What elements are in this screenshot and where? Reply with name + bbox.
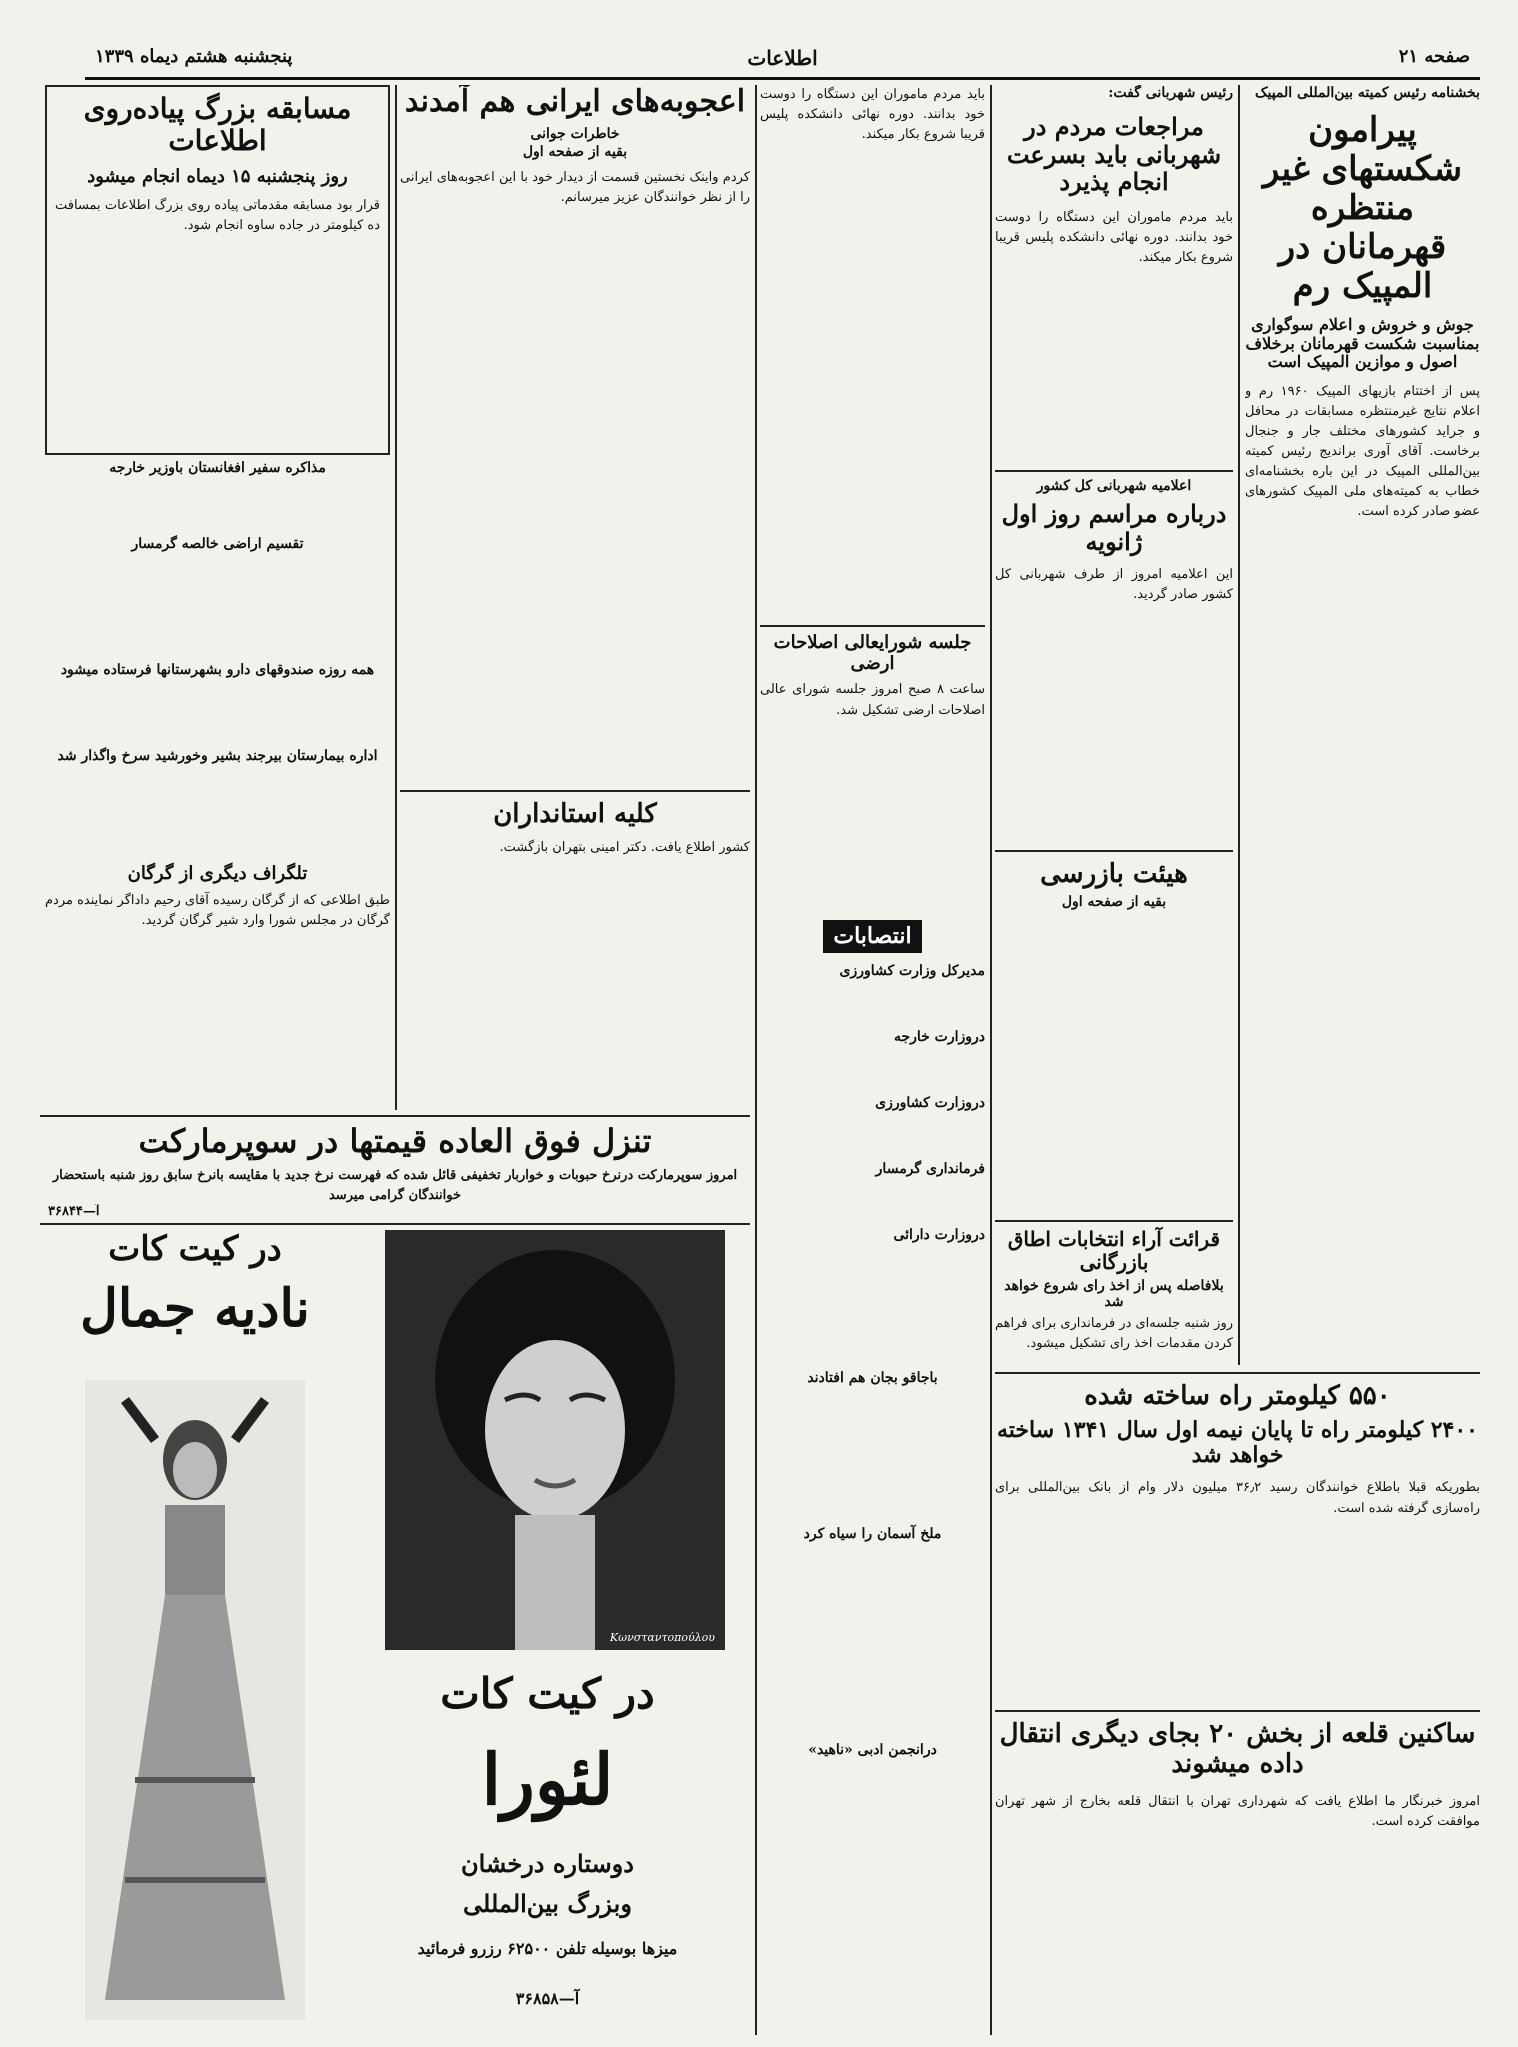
article-land-reform <box>760 625 985 805</box>
article-kicker: بخشنامه رئیس کمیته بین‌المللی المپیک <box>1254 85 1480 101</box>
article-continued: بقیه از صفحه اول <box>1061 893 1167 910</box>
column-rule <box>1238 85 1240 1365</box>
article-body: کشور اطلاع یافت. دکتر امینی بتهران بازگشت. <box>499 839 750 855</box>
ad-name: نادیه جمال <box>80 1278 310 1340</box>
dancer-photo <box>85 1380 305 2020</box>
article-headline: مراجعات مردم در شهربانی باید بسرعت انجام پذیرد <box>1006 112 1222 197</box>
ad-desc: دوستاره درخشان <box>461 1849 634 1878</box>
article-roads <box>995 1372 1480 1702</box>
article-prodigies <box>400 85 750 870</box>
article-headline: تلگراف دیگری از گرگان <box>127 863 308 884</box>
article-headline: هیئت بازرسی <box>1040 859 1188 889</box>
article-headline: قرائت آراء انتخابات اطاق بازرگانی <box>1007 1227 1221 1274</box>
appointment-item: دروزارت کشاورزی <box>875 1095 985 1112</box>
ad-code: آ—۳۶۸۴۴ <box>48 1204 100 1219</box>
article-headline: اعجوبه‌های ایرانی هم آمدند <box>404 85 746 119</box>
article-body: پس از اختتام بازیهای المپیک ۱۹۶۰ رم و اعلام نتایج غیرمنتظره مسابقات در محافل و جراید کشورهای مختلف جار و جنجال برخاست. آقای آوری براندیج رئیس کمیته بین‌المللی المپیک در این باره بخشنامه‌ای خطاب به کمیته‌های ملی المپیک کشورهای عضو صادر کرده است. <box>1245 383 1480 520</box>
appointment-item: مدیرکل وزارت کشاورزی <box>839 963 985 980</box>
singer-photo <box>385 1230 725 1650</box>
article-headline: مسابقه بزرگ پیاده‌روی اطلاعات <box>83 92 352 158</box>
article-headline: پیرامون شکستهای غیر منتظره قهرمانان در المپیک رم <box>1262 110 1463 307</box>
article-january <box>995 470 1233 770</box>
article-body: باید مردم ماموران این دستگاه را دوست خود بدانند. دوره نهائی دانشکده پلیس قریبا شروع بکار میکند. <box>995 209 1233 266</box>
ad-title: در کیت کات <box>108 1230 282 1269</box>
photo-caption: Κωνσταντοπούλου <box>609 1631 715 1644</box>
ad-desc: وبزرگ بین‌المللی <box>463 1889 632 1918</box>
article-subhead: جوش و خروش و اعلام سوگواری بمناسبت شکست قهرمانان برخلاف اصول و موازین المپیک است <box>1245 315 1480 372</box>
article-body: طبق اطلاعی که از گرگان رسیده آقای رحیم داداگر نماینده مردم گرگان در مجلس شورا وارد شیر گرگان گردید. <box>45 892 390 928</box>
issue-date: پنجشنبه هشتم دیماه ۱۳۳۹ <box>95 46 293 67</box>
appointments <box>760 920 985 1360</box>
article-body: بطوریکه قبلا باطلاع خوانندگان رسید ۳۶٫۲ میلیون دلار وام از بانک بین‌المللی برای راه‌سازی گرفته شده است. <box>995 1480 1480 1516</box>
ad-nadia <box>45 1230 345 2035</box>
column-rule <box>395 85 397 1110</box>
article-police <box>995 85 1233 425</box>
appointment-item: دروزارت خارجه <box>893 1029 985 1046</box>
appointment-item: فرمانداری گرمسار <box>875 1161 985 1178</box>
column-five-news <box>45 460 390 1110</box>
article-headline: ۵۵۰ کیلومتر راه ساخته شده <box>1084 1381 1391 1411</box>
article-inspection <box>995 850 1233 1210</box>
article-headline: درانجمن ادبی «ناهید» <box>808 1742 937 1758</box>
article-body: امروز خبرنگار ما اطلاع یافت که شهرداری تهران با انتقال قلعه بخارج از شهر تهران موافقت کرده است. <box>995 1793 1480 1829</box>
ad-title: در کیت کات <box>440 1669 655 1718</box>
article-headline: کلیه استانداران <box>493 799 657 829</box>
article-walking-race <box>45 85 390 455</box>
article-kicker: اعلامیه شهربانی کل کشور <box>1036 478 1192 494</box>
column-three-top <box>760 85 985 705</box>
article-headline: ساکنین قلعه از بخش ۲۰ بجای دیگری انتقال داده میشوند <box>999 1719 1476 1779</box>
column-three-bottom <box>760 1370 985 2035</box>
article-body: روز شنبه جلسه‌ای در فرمانداری برای فراهم کردن مقدمات اخذ رای تشکیل میشود. <box>995 1316 1233 1352</box>
article-continued: بقیه از صفحه اول <box>522 143 628 160</box>
ad-reserve: میزها بوسیله تلفن ۶۲۵۰۰ رزرو فرمائید <box>417 1939 678 1958</box>
article-qaleh <box>995 1710 1480 2035</box>
article-olympics <box>1245 85 1480 1365</box>
article-headline: باجاقو بجان هم افتادند <box>807 1370 938 1386</box>
article-subhead: خاطرات جوانی <box>530 125 620 142</box>
article-body: قرار بود مسابقه مقدماتی پیاده روی بزرگ اطلاعات بمسافت ده کیلومتر در جاده ساوه انجام شود. <box>55 198 380 234</box>
article-body: ساعت ۸ صبح امروز جلسه شورای عالی اصلاحات ارضی تشکیل شد. <box>760 682 985 718</box>
article-body: باید مردم ماموران این دستگاه را دوست خود بدانند. دوره نهائی دانشکده پلیس قریبا شروع بکار میکند. <box>760 87 985 143</box>
column-rule <box>990 85 992 2035</box>
article-body: کردم واینک نخستین قسمت از دیدار خود با این اعجوبه‌های ایرانی را از نظر خوانندگان عزیز میرسانم. <box>400 169 750 205</box>
ad-headline: تنزل فوق العاده قیمتها در سوپرمارکت <box>138 1122 652 1160</box>
page-number: صفحه ۲۱ <box>1398 46 1470 67</box>
ad-text: امروز سوپرمارکت درنرخ حبوبات و خواربار تخفیفی قائل شده که فهرست نرخ جدید با مقایسه بانرخ سابق روز شنبه باستحضار خوانندگان گرامی میرسد <box>52 1167 738 1203</box>
appointment-item: دروزارت دارائی <box>893 1227 985 1244</box>
supermarket-ad <box>40 1115 750 1225</box>
ad-name: لئورا <box>481 1738 614 1821</box>
article-headline: مذاکره سفیر افغانستان باوزیر خارجه <box>109 460 326 476</box>
ad-leora <box>345 1230 750 2035</box>
article-subhead: روز پنجشنبه ۱۵ دیماه انجام میشود <box>87 166 348 188</box>
article-subhead: بلافاصله پس از اخذ رای شروع خواهد شد <box>1004 1278 1224 1310</box>
article-chamber-vote <box>995 1220 1233 1365</box>
article-headline: تقسیم اراضی خالصه گرمسار <box>131 536 304 552</box>
newspaper-name: اطلاعات <box>747 46 818 70</box>
article-body: این اعلامیه امروز از طرف شهربانی کل کشور صادر گردید. <box>995 567 1233 603</box>
article-headline: اداره بیمارستان بیرجند بشیر وخورشید سرخ واگذار شد <box>57 748 378 764</box>
article-headline: ملخ آسمان را سیاه کرد <box>803 1526 942 1542</box>
article-subhead: ۲۴۰۰ کیلومتر راه تا پایان نیمه اول سال ۱۳۴۱ ساخته خواهد شد <box>997 1416 1478 1469</box>
appointments-banner: انتصابات <box>823 920 921 953</box>
article-governors <box>400 790 750 1110</box>
article-headline: جلسه شورایعالی اصلاحات ارضی <box>773 632 972 674</box>
column-rule <box>755 85 757 2035</box>
article-headline: همه روزه صندوقهای دارو بشهرستانها فرستاده میشود <box>60 662 375 678</box>
article-kicker: رئیس شهربانی گفت: <box>1108 85 1233 101</box>
masthead <box>85 18 1480 80</box>
article-headline: درباره مراسم روز اول ژانویه <box>1001 499 1227 556</box>
ad-code: آ—۳۶۸۵۸ <box>515 1989 580 2008</box>
